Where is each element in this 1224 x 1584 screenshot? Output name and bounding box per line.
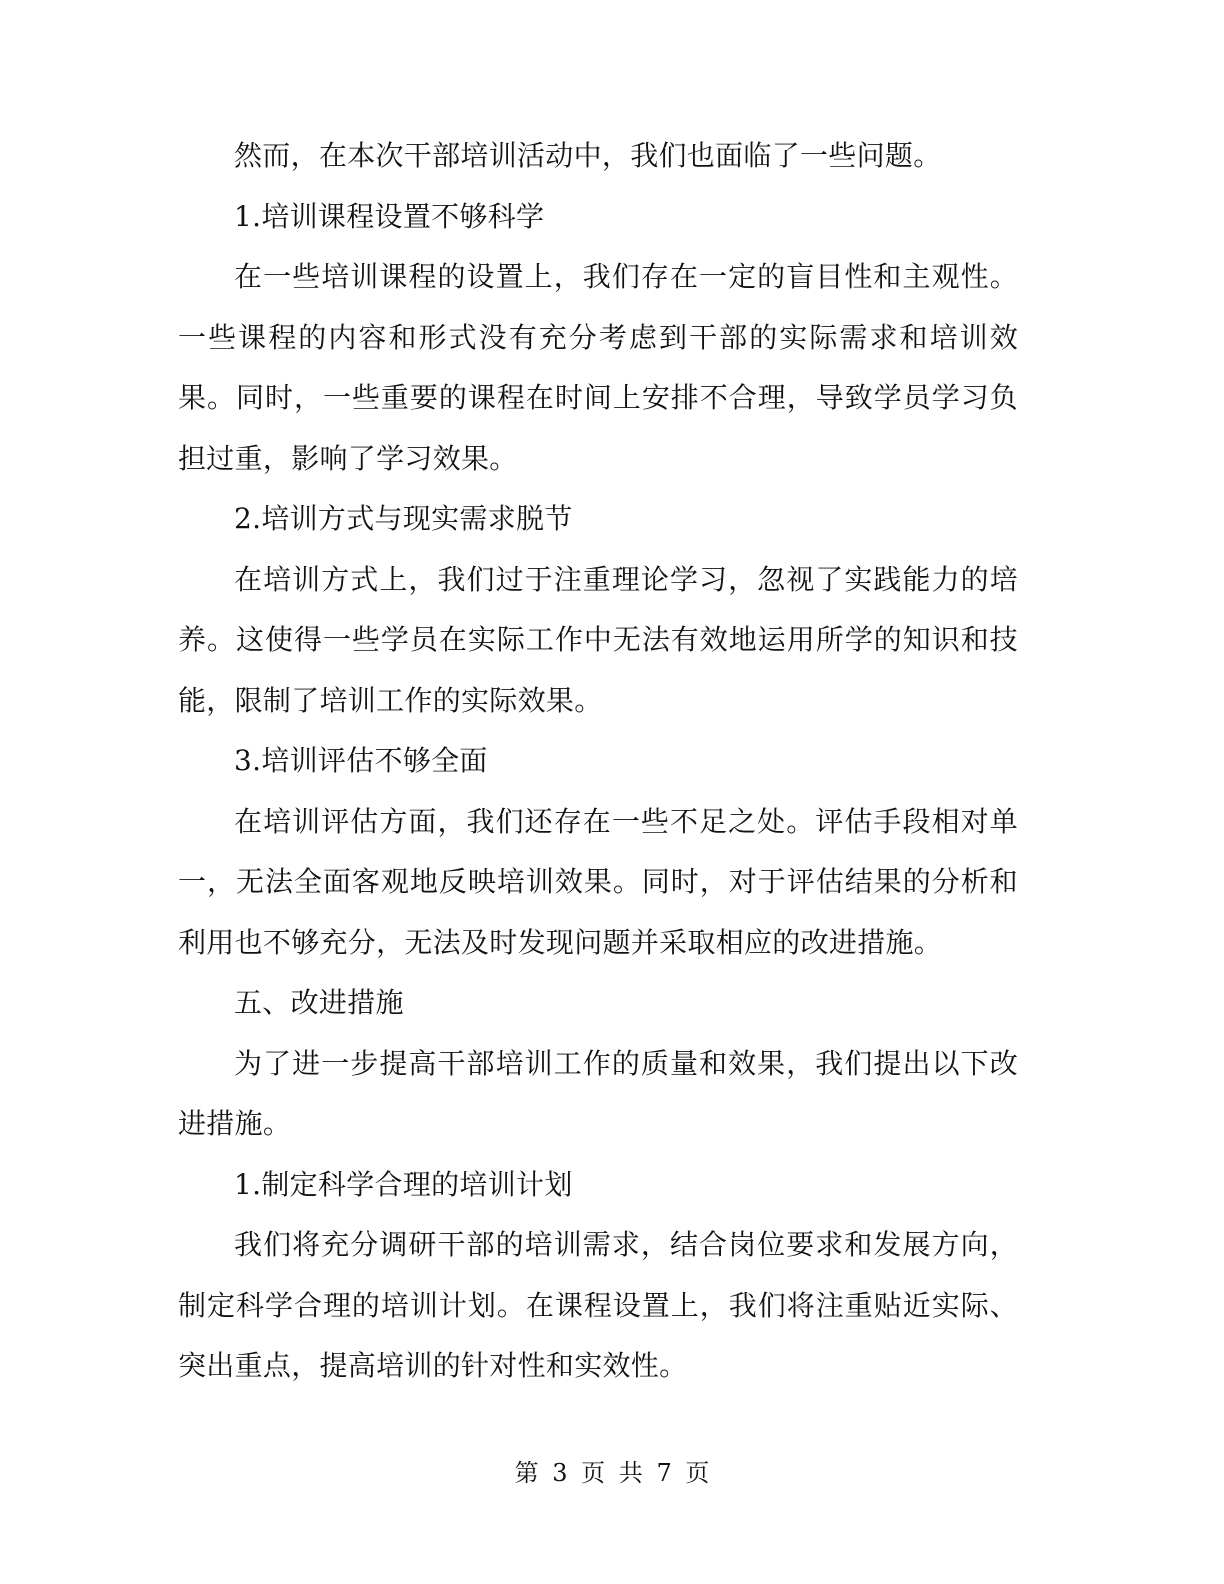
body-paragraph: 在一些培训课程的设置上，我们存在一定的盲目性和主观性。一些课程的内容和形式没有充分考虑到干部的实际需求和培训效果。同时，一些重要的课程在时间上安排不合理，导致学员学习负担过重，影响了学习效果。	[178, 260, 1018, 475]
document-body	[178, 126, 1018, 1397]
body-paragraph: 为了进一步提高干部培训工作的质量和效果，我们提出以下改进措施。	[178, 1046, 1018, 1140]
body-paragraph: 在培训评估方面，我们还存在一些不足之处。评估手段相对单一，无法全面客观地反映培训效果。同时，对于评估结果的分析和利用也不够充分，无法及时发现问题并采取相应的改进措施。	[178, 804, 1018, 959]
body-paragraph: 在培训方式上，我们过于注重理论学习，忽视了实践能力的培养。这使得一些学员在实际工作中无法有效地运用所学的知识和技能，限制了培训工作的实际效果。	[178, 562, 1018, 717]
chapter-heading: 五、改进措施	[234, 986, 404, 1019]
section-heading: 1.培训课程设置不够科学	[234, 199, 545, 233]
page-number-footer: 第 3 页 共 7 页	[514, 1459, 710, 1487]
section-heading: 3.培训评估不够全面	[234, 744, 488, 777]
section-heading: 1.制定科学合理的培训计划	[234, 1167, 573, 1201]
section-heading: 2.培训方式与现实需求脱节	[234, 502, 573, 535]
body-paragraph: 我们将充分调研干部的培训需求，结合岗位要求和发展方向，制定科学合理的培训计划。在课程设置上，我们将注重贴近实际、突出重点，提高培训的针对性和实效性。	[178, 1228, 1018, 1382]
intro-paragraph: 然而，在本次干部培训活动中，我们也面临了一些问题。	[234, 139, 942, 172]
